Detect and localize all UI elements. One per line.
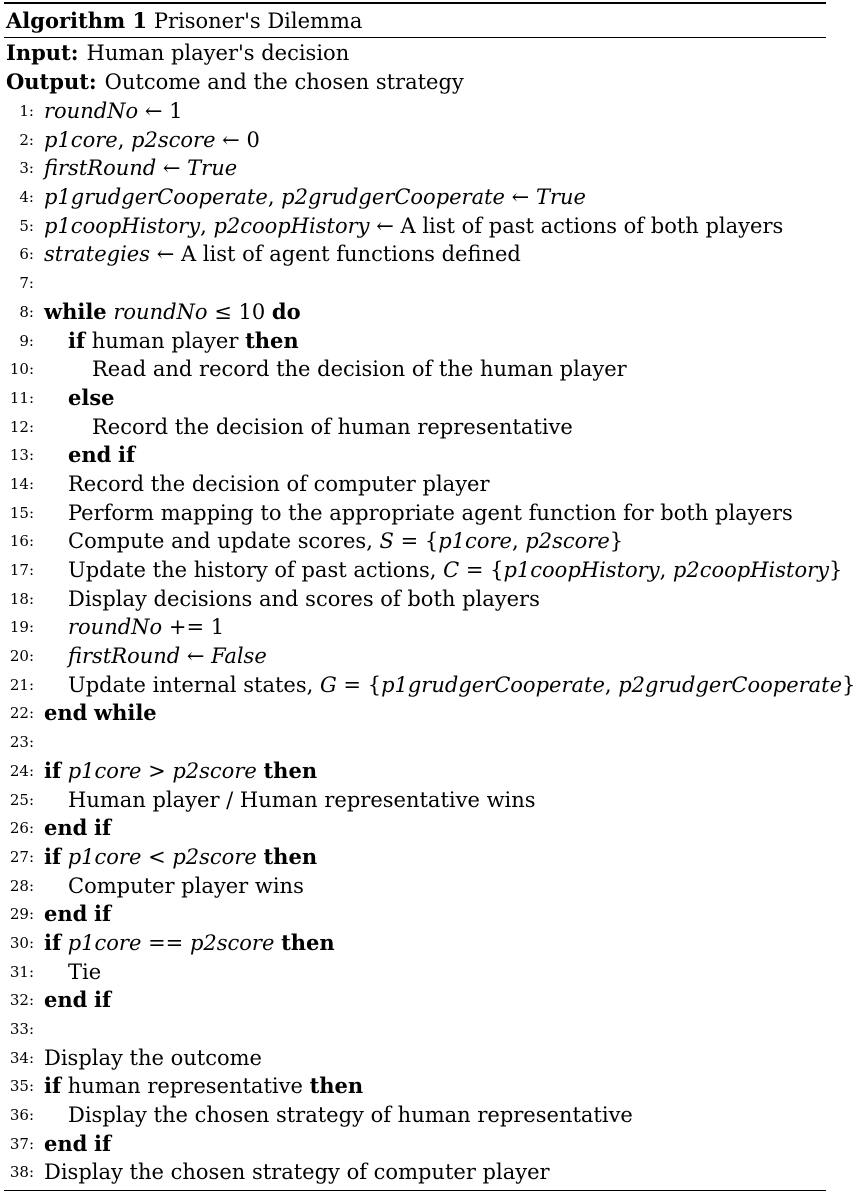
line-code: if p1core < p2score then bbox=[44, 843, 318, 869]
line-number: 19: bbox=[9, 618, 34, 637]
line-code: end if bbox=[44, 1130, 112, 1156]
line-number: 6: bbox=[19, 245, 34, 264]
line-code: end if bbox=[44, 987, 112, 1013]
line-number: 2: bbox=[19, 130, 34, 149]
line-number: 28: bbox=[9, 876, 34, 895]
algorithm-line bbox=[4, 441, 826, 470]
algorithm-line bbox=[4, 298, 826, 327]
line-number: 14: bbox=[9, 474, 34, 493]
line-number: 36: bbox=[9, 1106, 34, 1125]
line-code: Perform mapping to the appropriate agent function for both players bbox=[68, 500, 793, 525]
line-code: Read and record the decision of the human player bbox=[92, 357, 627, 382]
line-code: strategies ← A list of agent functions defined bbox=[44, 242, 521, 267]
algorithm-line bbox=[4, 154, 826, 183]
line-number: 9: bbox=[19, 331, 34, 350]
line-code: else bbox=[68, 384, 115, 410]
algorithm-line bbox=[4, 986, 826, 1015]
algorithm-line bbox=[4, 97, 826, 126]
line-code: Display decisions and scores of both players bbox=[68, 586, 540, 611]
line-number: 27: bbox=[9, 847, 34, 866]
algorithm-line bbox=[4, 757, 826, 786]
bottom-rule bbox=[4, 1190, 826, 1191]
line-number: 25: bbox=[9, 790, 34, 809]
line-number: 4: bbox=[19, 188, 34, 207]
input-text: Human player's decision bbox=[86, 41, 350, 65]
line-number: 20: bbox=[9, 647, 34, 666]
line-code: Display the chosen strategy of computer player bbox=[44, 1160, 550, 1185]
line-number: 35: bbox=[9, 1077, 34, 1096]
line-number: 5: bbox=[19, 216, 34, 235]
algorithm-line bbox=[4, 240, 826, 269]
algorithm-line bbox=[4, 1101, 826, 1130]
line-number: 8: bbox=[19, 302, 34, 321]
line-number: 32: bbox=[9, 991, 34, 1010]
algorithm-line bbox=[4, 269, 826, 298]
algorithm-line bbox=[4, 413, 826, 442]
algorithm-line bbox=[4, 728, 826, 757]
algorithm-line bbox=[4, 212, 826, 241]
line-number: 15: bbox=[9, 503, 34, 522]
algorithm-line bbox=[4, 786, 826, 815]
algorithm-line bbox=[4, 384, 826, 413]
line-code: while roundNo ≤ 10 do bbox=[44, 298, 301, 324]
line-code: Display the outcome bbox=[44, 1045, 262, 1070]
line-code: Human player / Human representative wins bbox=[68, 787, 536, 812]
line-number: 37: bbox=[9, 1134, 34, 1153]
algorithm-line bbox=[4, 1130, 826, 1159]
line-code: Tie bbox=[68, 959, 102, 984]
caption-title: Prisoner's Dilemma bbox=[153, 9, 363, 33]
algorithm-lines bbox=[4, 96, 855, 1187]
line-code: Record the decision of human representative bbox=[92, 414, 573, 439]
line-code: if p1core == p2score then bbox=[44, 929, 335, 955]
algorithm-line bbox=[4, 126, 826, 155]
line-number: 1: bbox=[19, 102, 34, 120]
line-code: end if bbox=[44, 815, 112, 841]
line-number: 22: bbox=[9, 704, 34, 723]
algorithm-line bbox=[4, 499, 826, 528]
line-number: 16: bbox=[9, 532, 34, 551]
algorithm-caption bbox=[4, 4, 826, 37]
algorithm-line bbox=[4, 929, 826, 958]
line-code: p1core, p2score ← 0 bbox=[44, 127, 260, 152]
algorithm-line bbox=[4, 958, 826, 987]
line-number: 17: bbox=[9, 561, 34, 579]
line-number: 21: bbox=[9, 675, 34, 694]
algorithm-line bbox=[4, 585, 826, 614]
algorithm-line bbox=[4, 1072, 826, 1101]
line-number: 31: bbox=[9, 962, 34, 981]
line-code: Display the chosen strategy of human representative bbox=[68, 1103, 633, 1128]
line-code: Compute and update scores, S = {p1core, p2score} bbox=[68, 529, 624, 554]
line-number: 7: bbox=[19, 274, 34, 293]
output-label: Output: bbox=[6, 69, 97, 94]
algorithm-line bbox=[4, 1158, 826, 1187]
output-row bbox=[4, 67, 826, 96]
algorithm-line bbox=[4, 355, 826, 384]
algorithm-line bbox=[4, 527, 826, 556]
algorithm-line bbox=[4, 814, 826, 843]
line-number: 34: bbox=[9, 1048, 34, 1067]
line-number: 30: bbox=[9, 933, 34, 952]
line-code: roundNo ← 1 bbox=[44, 99, 183, 123]
algorithm-line bbox=[4, 642, 826, 671]
algorithm-line bbox=[4, 556, 843, 585]
algorithm-line bbox=[4, 843, 826, 872]
line-number: 12: bbox=[9, 417, 34, 436]
line-code: p1coopHistory, p2coopHistory ← A list of past actions of both players bbox=[44, 213, 784, 238]
algorithm-line bbox=[4, 671, 855, 700]
line-code: if human player then bbox=[68, 327, 299, 353]
line-number: 23: bbox=[9, 733, 34, 752]
algorithm-line bbox=[4, 699, 826, 728]
algorithm-block bbox=[4, 2, 855, 1191]
line-code: end if bbox=[44, 901, 112, 927]
algorithm-line bbox=[4, 1044, 826, 1073]
line-code: Computer player wins bbox=[68, 873, 304, 898]
line-number: 13: bbox=[9, 446, 34, 465]
line-code: if human representative then bbox=[44, 1073, 364, 1099]
algorithm-line bbox=[4, 1015, 826, 1044]
algorithm-line bbox=[4, 900, 826, 929]
line-number: 11: bbox=[9, 388, 34, 407]
line-number: 18: bbox=[9, 589, 34, 608]
algorithm-line bbox=[4, 183, 826, 212]
line-number: 38: bbox=[9, 1163, 34, 1182]
line-number: 10: bbox=[9, 360, 34, 379]
line-code: Update internal states, G = {p1grudgerCooperate, p2grudgerCooperate} bbox=[68, 672, 855, 697]
line-code: firstRound ← True bbox=[44, 156, 238, 181]
line-code: roundNo += 1 bbox=[68, 615, 225, 640]
line-number: 33: bbox=[9, 1020, 34, 1038]
line-number: 29: bbox=[9, 905, 34, 924]
input-label: Input: bbox=[6, 40, 79, 65]
algorithm-line bbox=[4, 872, 826, 901]
line-code: firstRound ← False bbox=[68, 644, 267, 669]
line-code: end while bbox=[44, 700, 157, 726]
algorithm-line bbox=[4, 613, 826, 642]
line-code: Update the history of past actions, C = {p1coopHistory, p2coopHistory} bbox=[68, 558, 843, 582]
line-code: p1grudgerCooperate, p2grudgerCooperate ← True bbox=[44, 185, 586, 210]
line-number: 26: bbox=[9, 819, 34, 838]
line-code: Record the decision of computer player bbox=[68, 471, 490, 496]
algorithm-line bbox=[4, 327, 826, 356]
line-code: end if bbox=[68, 442, 136, 468]
line-number: 3: bbox=[19, 159, 34, 178]
caption-label: Algorithm 1 bbox=[6, 8, 148, 33]
input-row bbox=[4, 38, 826, 67]
algorithm-line bbox=[4, 470, 826, 499]
output-text: Outcome and the chosen strategy bbox=[104, 70, 464, 94]
line-number: 24: bbox=[9, 761, 34, 780]
line-code: if p1core > p2score then bbox=[44, 757, 318, 783]
